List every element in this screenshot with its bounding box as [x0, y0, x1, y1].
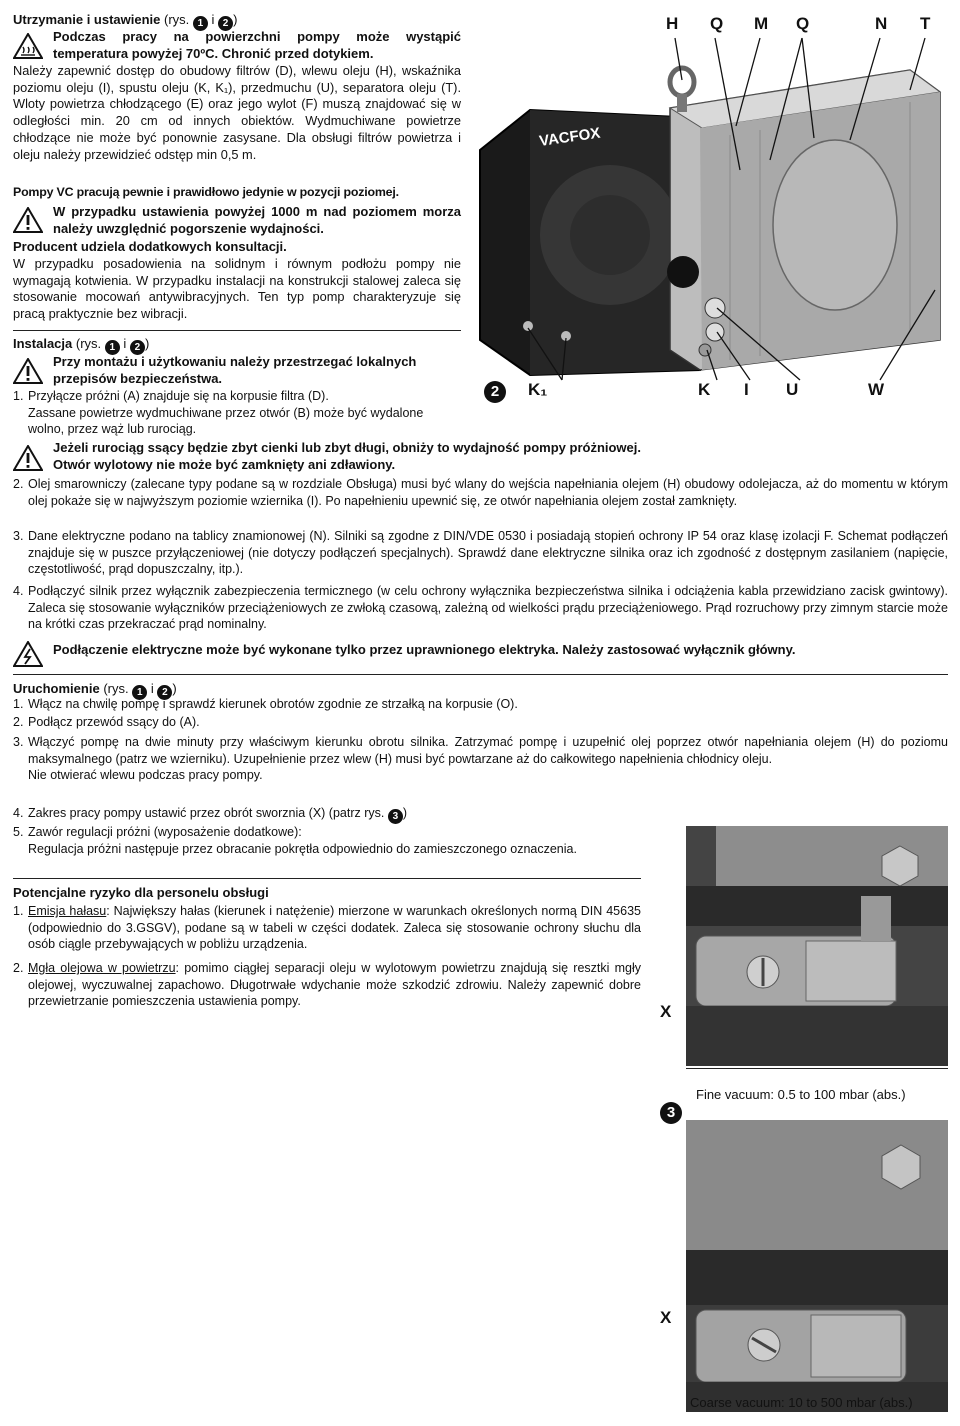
startup-item-3: 3. Włączyć pompę na dwie minuty przy właściwym kierunku obrotu silnika. Zatrzymać pompę i uzupełnić olej poprzez otwór napełniania olejem (H) do poziomu maksymalnego (patrz we wzierniku). Uzupełnienie przez wlew (H) musi być powtarzane aż do całkowitego napełnienia chłodnicy oleju. Nie otwierać wlewu podczas pracy pompy.	[13, 735, 948, 783]
altitude-warning-icon	[13, 207, 43, 233]
access-paragraph: Należy zapewnić dostęp do obudowy filtrów (D), wlewu oleju (H), wskaźnika poziomu oleju (I), spustu oleju (K, K₁), przedmuchu (U), separatora oleju (T). Wloty powietrza chłodzącego (E) oraz jego wylot (F) muszą znajdować się w odległości min. 20 cm od innych obiektów. Wydmuchiwane powietrze chłodzące nie może być ponownie zasysane. Dla obsługi filtrów powietrza i oleju należy przewidzieć odstęp min 0,5 m.	[13, 63, 461, 162]
startup-item-1: 1. Włącz na chwilę pompę i sprawdź kierunek obrotów zgodnie ze strzałką na korpusie (O).	[13, 697, 518, 711]
valve-image-coarse	[686, 1120, 948, 1412]
figure-ref-2: 2	[130, 340, 145, 355]
label-I: I	[744, 380, 749, 399]
brand-label: VACFOX	[538, 124, 602, 150]
figure-ref-2: 2	[157, 685, 172, 700]
pipe-warning-icon	[13, 445, 43, 471]
valve-image-fine	[686, 826, 948, 1066]
label-K: K	[698, 380, 711, 399]
electrical-warning-icon	[13, 641, 43, 667]
pipe-warning-line-1: Jeżeli rurociąg ssący będzie zbyt cienki lub zbyt długi, obniży to wydajność pompy próżniowej.	[53, 440, 642, 455]
label-M: M	[754, 14, 769, 33]
label-W: W	[868, 380, 885, 399]
label-Q: Q	[710, 14, 724, 33]
startup-item-2: 2. Podłącz przewód ssący do (A).	[13, 715, 200, 729]
coarse-vacuum-caption: Coarse vacuum: 10 to 500 mbar (abs.)	[690, 1395, 913, 1410]
hot-surface-warning-icon	[13, 33, 43, 59]
hot-surface-warning-text: Podczas pracy na powierzchni pompy może wystąpić temperatura powyżej 70ºC. Chronić przed dotykiem.	[53, 29, 461, 61]
figure-2	[470, 10, 950, 430]
divider	[13, 330, 461, 331]
section-title-maintenance: Utrzymanie i ustawienie (rys. 1 i 2 )	[13, 12, 238, 29]
install-item-1: 1. Przyłącze próżni (A) znajduje się na korpusie filtra (D). Zassane powietrze wydmuchiwane przez otwór (B) może być wydalone wolno, przez wąż lub rurociąg.	[13, 389, 424, 437]
label-X-coarse: X	[660, 1308, 672, 1327]
startup-item-4: 4. Zakres pracy pompy ustawić przez obrót sworznia (X) (patrz rys. 3 )	[13, 806, 408, 822]
fine-vacuum-caption: Fine vacuum: 0.5 to 100 mbar (abs.)	[696, 1087, 906, 1102]
coarse-vacuum-photo	[686, 1120, 948, 1412]
horizontal-position-note: Pompy VC pracują pewnie i prawidłowo jedynie w pozycji poziomej.	[13, 185, 399, 199]
mounting-paragraph: W przypadku posadowienia na solidnym i równym podłożu pompy nie wymagają kotwienia. W przypadku instalacji na konstrukcji stalowej zaleca się stosowanie mocowań antywibracyjnych. Ten typ pomp charakteryzuje się pracą praktycznie bez wibracji.	[13, 256, 461, 322]
figure-ref-1: 1	[193, 16, 208, 31]
label-H: H	[666, 14, 679, 33]
install-item-3: 3. Dane elektryczne podano na tablicy znamionowej (N). Silniki są zgodne z DIN/VDE 0530 i posiadają stopień ochrony IP 54 oraz klasę izolacji F. Schemat podłączeń znajduje się w puszce przyłączeniowej (nie dotyczy podłączeń specjalnych). Sprawdź dane elektryczne silnika oraz ich zgodność z dostępnym zasilaniem (napięcie, częstotliwość, prąd dopuszczalny, itp.).	[13, 529, 948, 577]
pipe-warning-line-2: Otwór wylotowy nie może być zamknięty ani zdławiony.	[53, 457, 396, 472]
label-U: U	[786, 380, 799, 399]
label-Q: Q	[796, 14, 810, 33]
label-T: T	[920, 14, 931, 33]
electrical-warning-text: Podłączenie elektryczne może być wykonane tylko przez uprawnionego elektryka. Należy zastosować wyłącznik główny.	[53, 642, 796, 657]
figure-ref-2: 2	[218, 16, 233, 31]
label-X-fine: X	[660, 1002, 672, 1021]
section-title-risk: Potencjalne ryzyko dla personelu obsługi	[13, 885, 269, 900]
install-item-2: 2. Olej smarowniczy (zalecane typy podane są w rozdziale Obsługa) musi być wlany do wejścia napełniania olejem (H) obudowy odolejacza, aż do momentu w którym olej pokaże się w najwyższym poziomie wziernika (I). Po napełnieniu upewnić się, ze otwór napełniania olejem został zamknięty.	[13, 477, 948, 508]
label-N: N	[875, 14, 888, 33]
section-title-installation: Instalacja (rys. 1 i 2 )	[13, 336, 150, 353]
figure-ref-1: 1	[132, 685, 147, 700]
risk-item-2: 2. Mgła olejowa w powietrzu: pomimo ciągłej separacji oleju w wylotowym powietrzu znajdują się resztki mgły olejowej, wyczuwalnej zapachowo. Długotrwałe wdychanie może szkodzić zdrowiu. Należy zapewnić dobre przewietrzanie pomieszczenia ustawienia pompy.	[13, 961, 641, 1009]
consultation-note: Producent udziela dodatkowych konsultacji.	[13, 239, 287, 254]
startup-item-5: 5. Zawór regulacji próżni (wyposażenie dodatkowe): Regulacja próżni następuje przez obracanie pokrętła odpowiednio do zamieszczonego oznaczenia.	[13, 825, 577, 856]
figure-number-2: 2	[484, 381, 506, 403]
label-K1: K₁	[528, 380, 548, 399]
divider	[13, 674, 948, 675]
figure-number-3: 3	[660, 1102, 682, 1124]
divider	[686, 1068, 948, 1069]
fine-vacuum-photo	[686, 826, 948, 1066]
altitude-warning-text: W przypadku ustawienia powyżej 1000 m nad poziomem morza należy uwzględnić pogorszenie wydajności.	[53, 204, 461, 236]
risk-item-1: 1. Emisja hałasu: Największy hałas (kierunek i natężenie) mierzone w warunkach określonych normą DIN 45635 (odpowiednio do 3.GSGV), podane są w tabeli w części dodatek. Zaleca się stosowanie ochrony słuchu dla osób ciągle przebywających w pobliżu urządzenia.	[13, 904, 641, 952]
safety-warning-icon	[13, 358, 43, 384]
section-title-startup: Uruchomienie (rys. 1 i 2 )	[13, 681, 177, 698]
safety-warning-text: Przy montażu i użytkowaniu należy przestrzegać lokalnych przepisów bezpieczeństwa.	[53, 354, 417, 386]
figure-ref-3: 3	[388, 809, 403, 824]
install-item-4: 4. Podłączyć silnik przez wyłącznik zabezpieczenia termicznego (w celu ochrony wyłącznika bezpieczeństwa silnika i odciążenia kabla przewidziano zacisk gwintowy). Zaleca się stosowanie wyłączników przeciążeniowych ze zwłoką czasową, zależną od wielkości prądu przeciążeniowego. Prąd rozruchowy przy zimnym starcie może na krótki czas przekraczać prąd nominalny.	[13, 584, 948, 632]
pump-illustration	[470, 10, 950, 430]
figure-ref-1: 1	[105, 340, 120, 355]
divider	[13, 878, 641, 879]
